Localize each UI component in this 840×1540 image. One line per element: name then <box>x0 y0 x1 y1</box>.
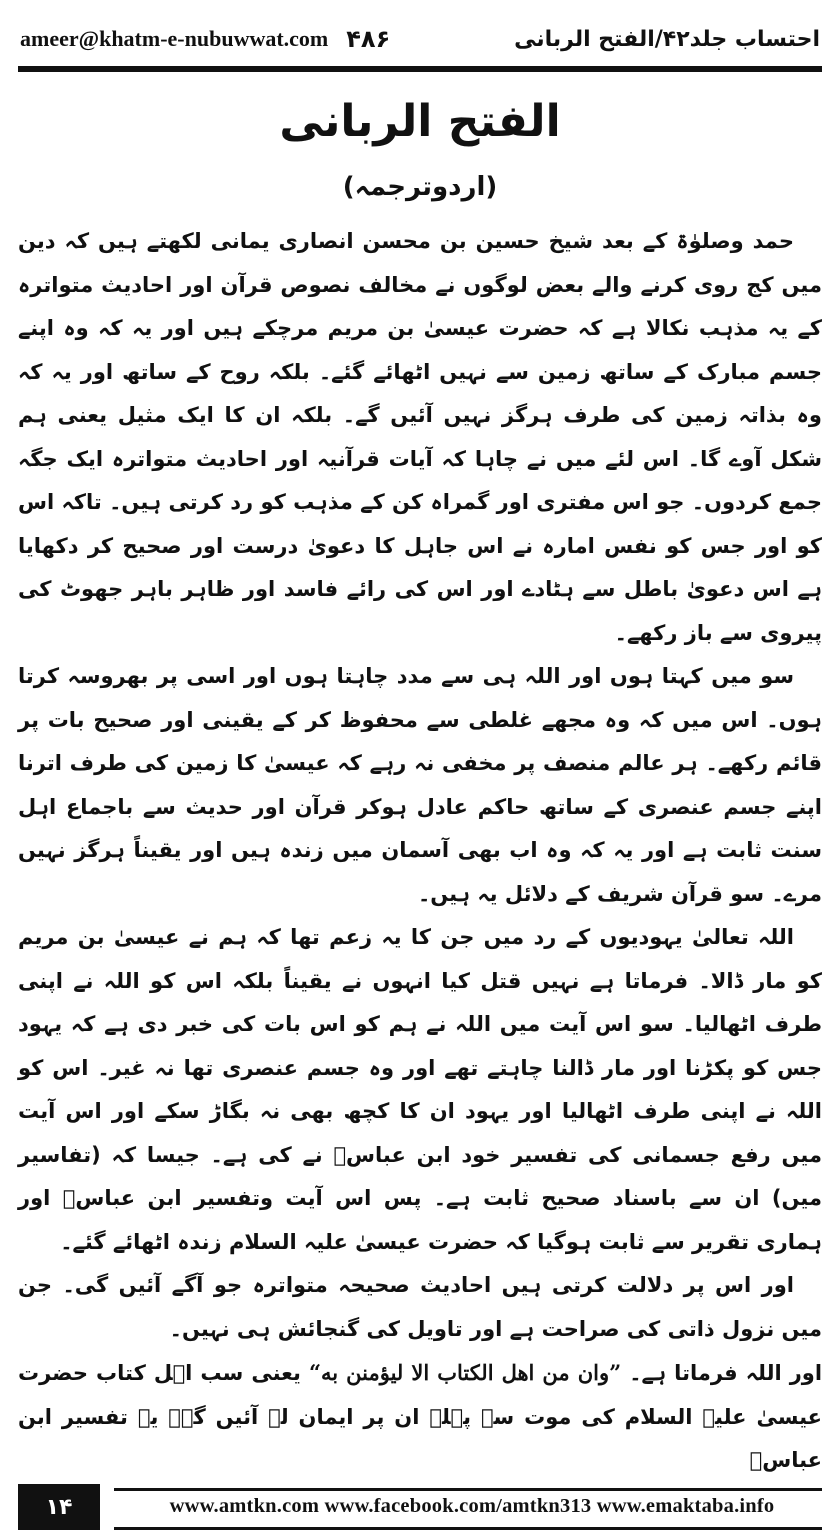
page-title: الفتح الربانی <box>279 96 561 147</box>
footer-page-box: ۱۴ <box>18 1484 100 1530</box>
footer-links[interactable]: www.amtkn.com www.facebook.com/amtkn313 www.emaktaba.info <box>169 1495 775 1517</box>
paragraph-5 <box>18 1351 822 1483</box>
paragraph-5-intro: اور اللہ فرماتا ہے۔ <box>629 1361 823 1385</box>
paragraph-5-rest: یعنی سب اہل کتاب حضرت عیسیٰ علیہ السلام کی موت سے پہلے ان پر ایمان لے آئیں گے۔ یہ تفسیر ابن عباسؓ <box>18 1361 822 1472</box>
footer-rule-bottom <box>114 1527 822 1530</box>
paragraph-3: اللہ تعالیٰ یہودیوں کے رد میں جن کا یہ زعم تھا کہ ہم نے عیسیٰ بن مریم کو مار ڈالا۔ فرماتا ہے نہیں قتل کیا انہوں نے یقیناً بلکہ اس کو اللہ نے اپنی طرف اٹھالیا۔ سو اس آیت میں اللہ نے ہم کو اس بات کی خبر دی ہے کہ یہود جس کو پکڑنا اور مار ڈالنا چاہتے تھے اور وہ جسم عنصری تھا نہ غیر۔ اس کو اللہ نے اپنی طرف اٹھالیا اور یہود ان کا کچھ بھی نہ بگاڑ سکے اور اس آیت میں رفع جسمانی کی تفسیر خود ابن عباسؓ نے کی ہے۔ جیسا کہ (تفاسیر میں) ان سے باسناد صحیح ثابت ہے۔ پس اس آیت وتفسیر ابن عباسؓ اور ہماری تقریر سے ثابت ہوگیا کہ حضرت عیسیٰ علیہ السلام زندہ اٹھائے گئے۔ <box>18 925 822 1254</box>
page-subtitle: (اردوترجمہ) <box>342 172 498 202</box>
header-page-number: ۴۸۶ <box>346 25 391 53</box>
header-running-title: احتساب جلد۴۲/الفتح الربانی <box>514 26 820 52</box>
header-email[interactable]: ameer@khatm-e-nubuwwat.com <box>20 26 329 51</box>
paragraph-1: حمد وصلوٰۃ کے بعد شیخ حسین بن محسن انصاری یمانی لکھتے ہیں کہ دین میں کج روی کرنے والے بعض لوگوں نے مخالف نصوص قرآن اور احادیث متواترہ کے یہ مذہب نکالا ہے کہ حضرت عیسیٰ بن مریم مرچکے ہیں اور یہ کہ وہ اپنے جسم مبارک کے ساتھ زمین سے نہیں اٹھائے گئے۔ بلکہ روح کے ساتھ اور یہ کہ وہ بذاتہ زمین کی طرف ہرگز نہیں آئیں گے۔ بلکہ ان کا ایک مثیل یعنی ہم شکل آوے گا۔ اس لئے میں نے چاہا کہ آیات قرآنیہ اور احادیث متواترہ ایک جگہ جمع کردوں۔ جو اس مفتری اور گمراہ کن کے مذہب کو رد کرتی ہیں۔ تاکہ اس کو اور جس کو نفس امارہ نے اس جاہل کا دعویٰ درست اور صحیح کر دکھایا ہے اس دعویٰ باطل سے ہٹادے اور اس کی رائے فاسد اور ظاہر باہر جھوٹ کی پیروی سے باز رکھے۔ <box>18 229 822 645</box>
quran-quote: ”وان من اهل الکتاب الا لیؤمنن به“ <box>308 1360 622 1385</box>
header-left-group <box>20 25 390 53</box>
page-footer <box>18 1484 822 1532</box>
paragraph-2: سو میں کہتا ہوں اور اللہ ہی سے مدد چاہتا ہوں اور اسی پر بھروسہ کرتا ہوں۔ اس میں کہ وہ مجھے غلطی سے محفوظ کر کے یقینی اور صحیح بات پر قائم رکھے۔ ہر عالم منصف پر مخفی نہ رہے کہ عیسیٰ کا زمین کی طرف اترنا اپنے جسم عنصری کے ساتھ حاکم عادل ہوکر قرآن اور حدیث سے باجماع اہل سنت ثابت ہے اور یہ کہ وہ اب بھی آسمان میں زندہ ہیں اور یقیناً ہرگز نہیں مرے۔ سو قرآن شریف کے دلائل یہ ہیں۔ <box>18 664 822 906</box>
footer-rule-top <box>114 1488 822 1491</box>
paragraph-4: اور اس پر دلالت کرتی ہیں احادیث صحیحہ متواترہ جو آگے آئیں گی۔ جن میں نزول ذاتی کی صراحت ہے اور تاویل کی گنجائش ہی نہیں۔ <box>18 1273 822 1341</box>
body-text <box>18 220 822 1483</box>
header-divider <box>18 66 822 72</box>
page-header <box>20 14 820 64</box>
